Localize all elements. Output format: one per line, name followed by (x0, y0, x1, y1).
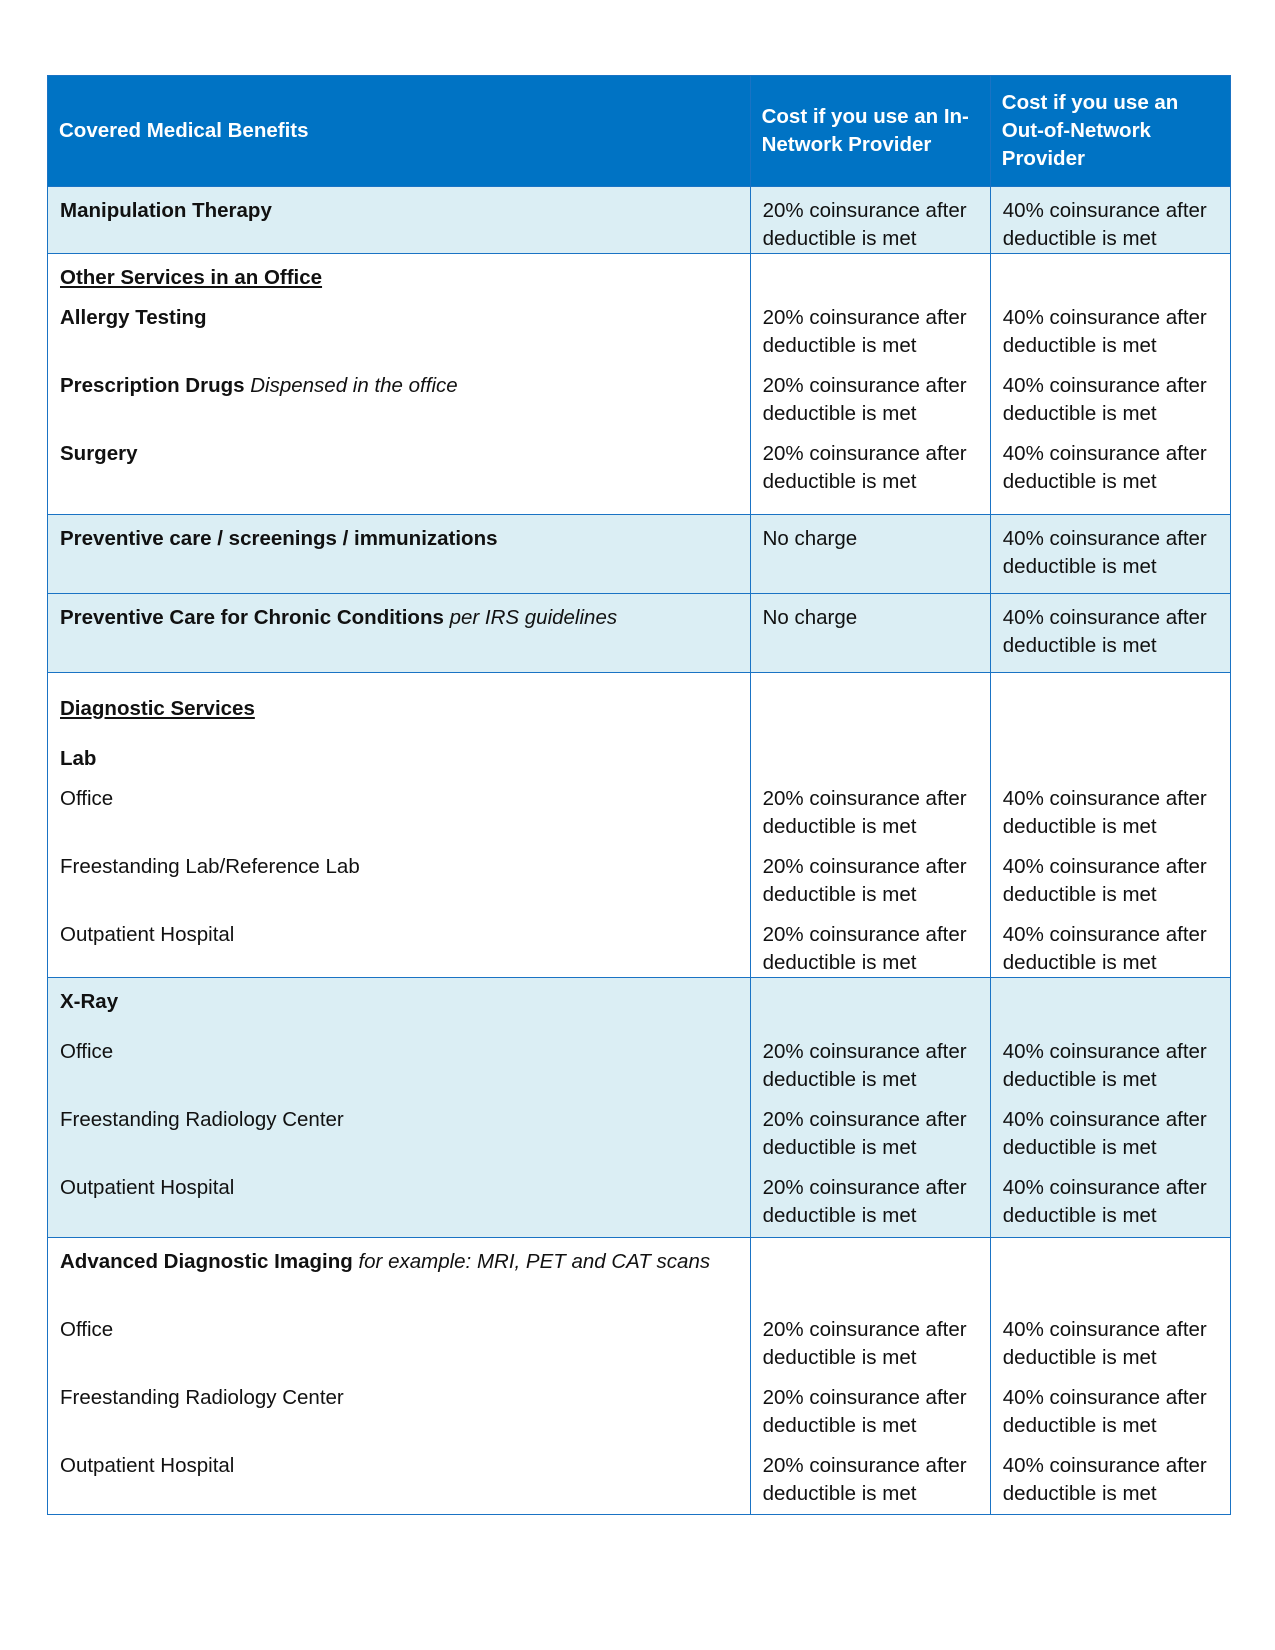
section-heading: Other Services in an Office (60, 266, 323, 289)
benefit-label: Office (60, 1318, 114, 1341)
out-network-cost: 40% coinsurance after deductible is met 40% coinsurance after deductible is met 40% coinsurance after deductible is met (990, 1238, 1230, 1515)
in-network-cost: 20% coinsurance after deductible is met 20% coinsurance after deductible is met 20% coinsurance after deductible is met (750, 978, 990, 1238)
out-network-cost: 40% coinsurance after deductible is met (990, 594, 1230, 673)
subsection-label: X-Ray (60, 990, 119, 1013)
benefit-cell (48, 1238, 751, 1515)
subsection-label: Lab (60, 747, 97, 770)
benefit-label: Allergy Testing (60, 306, 207, 329)
benefit-cell (48, 187, 751, 254)
benefit-cell (48, 978, 751, 1238)
row-xray (48, 978, 1231, 1238)
benefit-label: Outpatient Hospital (60, 1454, 235, 1477)
benefit-label: Freestanding Lab/Reference Lab (60, 855, 360, 878)
benefit-cell (48, 515, 751, 594)
out-network-cost: 40% coinsurance after deductible is met (990, 515, 1230, 594)
out-network-cost: 40% coinsurance after deductible is met (990, 187, 1230, 254)
benefit-label: Manipulation Therapy (60, 199, 272, 222)
header-covered-benefits: Covered Medical Benefits (48, 76, 751, 187)
out-network-cost: 40% coinsurance after deductible is met 40% coinsurance after deductible is met 40% coinsurance after deductible is met (990, 978, 1230, 1238)
benefit-label: Outpatient Hospital (60, 923, 235, 946)
row-preventive-care (48, 515, 1231, 594)
row-advanced-imaging (48, 1238, 1231, 1515)
benefit-label: Advanced Diagnostic Imaging (60, 1250, 353, 1273)
in-network-cost: 20% coinsurance after deductible is met 20% coinsurance after deductible is met 20% coinsurance after deductible is met (750, 1238, 990, 1515)
row-manipulation-therapy (48, 187, 1231, 254)
benefit-label: Preventive care / screenings / immunizations (60, 527, 498, 550)
in-network-cost: 20% coinsurance after deductible is met 20% coinsurance after deductible is met 20% coinsurance after deductible is met (750, 673, 990, 978)
benefit-cell (48, 594, 751, 673)
benefit-note: Dispensed in the office (250, 374, 458, 397)
benefit-note: for example: MRI, PET and CAT scans (358, 1250, 711, 1273)
in-network-cost: 20% coinsurance after deductible is met (750, 187, 990, 254)
in-network-cost: No charge (750, 515, 990, 594)
out-network-cost: 40% coinsurance after deductible is met 40% coinsurance after deductible is met 40% coinsurance after deductible is met (990, 673, 1230, 978)
benefit-label: Preventive Care for Chronic Conditions (60, 606, 444, 629)
header-out-of-network: Cost if you use an Out-of-Network Provider (990, 76, 1230, 187)
benefits-table (47, 75, 1231, 1515)
benefit-label: Prescription Drugs (60, 374, 245, 397)
header-in-network: Cost if you use an In-Network Provider (750, 76, 990, 187)
benefit-label: Office (60, 787, 114, 810)
benefit-cell (48, 254, 751, 515)
benefit-cell (48, 673, 751, 978)
benefit-label: Freestanding Radiology Center (60, 1108, 344, 1131)
section-heading: Diagnostic Services (60, 697, 255, 720)
benefit-label: Surgery (60, 442, 138, 465)
benefit-note: per IRS guidelines (449, 606, 618, 629)
benefit-label: Freestanding Radiology Center (60, 1386, 344, 1409)
out-network-cost: 40% coinsurance after deductible is met 40% coinsurance after deductible is met 40% coinsurance after deductible is met (990, 254, 1230, 515)
benefit-label: Office (60, 1040, 114, 1063)
row-chronic-conditions (48, 594, 1231, 673)
row-other-services (48, 254, 1231, 515)
in-network-cost: 20% coinsurance after deductible is met 20% coinsurance after deductible is met 20% coinsurance after deductible is met (750, 254, 990, 515)
benefit-label: Outpatient Hospital (60, 1176, 235, 1199)
row-diagnostic-lab (48, 673, 1231, 978)
in-network-cost: No charge (750, 594, 990, 673)
table-header-row (48, 76, 1231, 187)
